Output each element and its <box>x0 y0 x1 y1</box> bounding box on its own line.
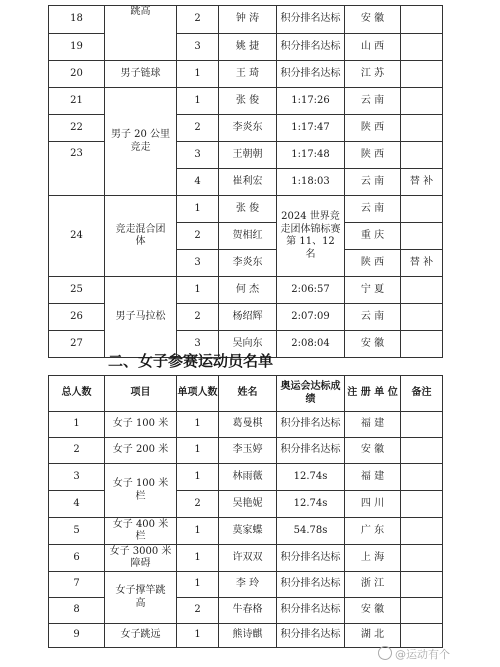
registered-unit: 山 西 <box>345 34 401 61</box>
athlete-name: 吴艳妮 <box>219 491 277 518</box>
table-row <box>49 196 443 223</box>
registered-unit: 云 南 <box>345 304 401 331</box>
athlete-name: 张 俊 <box>219 196 277 223</box>
event-count: 4 <box>177 169 219 196</box>
table-row <box>49 412 443 438</box>
event-cell: 女子跳远 <box>105 624 177 648</box>
event-count: 1 <box>177 88 219 115</box>
athlete-name: 莫家蝶 <box>219 518 277 545</box>
event-count: 1 <box>177 624 219 648</box>
remark <box>401 412 443 438</box>
registered-unit: 陕 西 <box>345 115 401 142</box>
row-index: 26 <box>49 304 105 331</box>
row-index: 9 <box>49 624 105 648</box>
event-count: 3 <box>177 250 219 277</box>
remark <box>401 223 443 250</box>
registered-unit: 陕 西 <box>345 142 401 169</box>
event-cell: 女子 100 米 <box>105 412 177 438</box>
registered-unit: 安 徽 <box>345 598 401 624</box>
remark: 替 补 <box>401 250 443 277</box>
event-cell: 女子 100 米栏 <box>105 464 177 518</box>
event-count: 1 <box>177 572 219 598</box>
athlete-name: 何 杰 <box>219 277 277 304</box>
event-count: 3 <box>177 142 219 169</box>
athlete-name: 李玉婷 <box>219 438 277 464</box>
registered-unit: 安 徽 <box>345 331 401 358</box>
event-count: 1 <box>177 464 219 491</box>
qualifying-result: 积分排名达标 <box>277 61 345 88</box>
remark <box>401 34 443 61</box>
women-athletes-table <box>48 375 443 648</box>
row-index: 2 <box>49 438 105 464</box>
event-count: 1 <box>177 438 219 464</box>
row-index: 1 <box>49 412 105 438</box>
qualifying-result: 2024 世界竞走团体锦标赛第 11、12 名 <box>277 196 345 277</box>
qualifying-result: 1:17:48 <box>277 142 345 169</box>
header-event-count: 单项人数 <box>177 376 219 412</box>
men-athletes-table-continued <box>48 5 443 358</box>
qualifying-result: 12.74s <box>277 464 345 491</box>
registered-unit: 浙 江 <box>345 572 401 598</box>
event-cell: 女子 3000 米障碍 <box>105 545 177 572</box>
row-index: 5 <box>49 518 105 545</box>
table-row <box>49 624 443 648</box>
event-count: 1 <box>177 277 219 304</box>
registered-unit: 云 南 <box>345 169 401 196</box>
qualifying-result: 积分排名达标 <box>277 438 345 464</box>
row-index: 21 <box>49 88 105 115</box>
event-cell: 跳高 <box>105 6 177 61</box>
remark <box>401 304 443 331</box>
row-index: 20 <box>49 61 105 88</box>
athlete-name: 李炎东 <box>219 115 277 142</box>
row-index: 25 <box>49 277 105 304</box>
table-row <box>49 6 443 34</box>
row-index: 22 <box>49 115 105 142</box>
qualifying-result: 2:07:09 <box>277 304 345 331</box>
qualifying-result: 积分排名达标 <box>277 34 345 61</box>
event-count: 1 <box>177 518 219 545</box>
header-registered-unit: 注 册 单 位 <box>345 376 401 412</box>
athlete-name: 李炎东 <box>219 250 277 277</box>
table-row <box>49 88 443 115</box>
athlete-name: 崔利宏 <box>219 169 277 196</box>
registered-unit: 广 东 <box>345 518 401 545</box>
athlete-name: 熊诗麒 <box>219 624 277 648</box>
qualifying-result: 积分排名达标 <box>277 412 345 438</box>
qualifying-result: 积分排名达标 <box>277 624 345 648</box>
remark <box>401 6 443 34</box>
event-count: 3 <box>177 331 219 358</box>
event-count: 1 <box>177 412 219 438</box>
row-index: 27 <box>49 331 105 358</box>
event-count: 1 <box>177 196 219 223</box>
registered-unit: 湖 北 <box>345 624 401 648</box>
table-row <box>49 572 443 598</box>
row-index: 18 <box>49 6 105 34</box>
registered-unit: 福 建 <box>345 464 401 491</box>
athlete-name: 许双双 <box>219 545 277 572</box>
athlete-name: 李 玲 <box>219 572 277 598</box>
remark <box>401 277 443 304</box>
qualifying-result: 2:06:57 <box>277 277 345 304</box>
athlete-name: 姚 捷 <box>219 34 277 61</box>
qualifying-result: 1:18:03 <box>277 169 345 196</box>
event-cell: 男子 20 公里竞走 <box>105 88 177 196</box>
athlete-name: 吴向东 <box>219 331 277 358</box>
qualifying-result: 12.74s <box>277 491 345 518</box>
qualifying-result: 积分排名达标 <box>277 572 345 598</box>
athlete-name: 张 俊 <box>219 88 277 115</box>
remark <box>401 572 443 598</box>
qualifying-result: 积分排名达标 <box>277 598 345 624</box>
event-count: 2 <box>177 115 219 142</box>
header-name: 姓名 <box>219 376 277 412</box>
remark <box>401 331 443 358</box>
event-count: 2 <box>177 491 219 518</box>
table-row <box>49 277 443 304</box>
row-index: 3 <box>49 464 105 491</box>
registered-unit: 江 苏 <box>345 61 401 88</box>
event-count: 2 <box>177 6 219 34</box>
qualifying-result: 2:08:04 <box>277 331 345 358</box>
athlete-name: 钟 涛 <box>219 6 277 34</box>
qualifying-result: 积分排名达标 <box>277 6 345 34</box>
section-title: 二、女子参赛运动员名单 <box>108 352 274 370</box>
table-row <box>49 545 443 572</box>
event-cell: 男子马拉松 <box>105 277 177 358</box>
row-index: 6 <box>49 545 105 572</box>
row-index: 24 <box>49 196 105 277</box>
row-index: 8 <box>49 598 105 624</box>
event-cell: 男子链球 <box>105 61 177 88</box>
registered-unit: 云 南 <box>345 196 401 223</box>
athlete-name: 林雨薇 <box>219 464 277 491</box>
athlete-name: 牛春格 <box>219 598 277 624</box>
row-index: 23 <box>49 142 105 196</box>
remark <box>401 115 443 142</box>
event-cell: 女子 400 米栏 <box>105 518 177 545</box>
event-count: 1 <box>177 61 219 88</box>
remark <box>401 518 443 545</box>
remark <box>401 196 443 223</box>
header-total: 总人数 <box>49 376 105 412</box>
table-row <box>49 61 443 88</box>
weibo-logo-icon <box>378 646 392 660</box>
registered-unit: 福 建 <box>345 412 401 438</box>
registered-unit: 陕 西 <box>345 250 401 277</box>
event-count: 2 <box>177 598 219 624</box>
remark <box>401 598 443 624</box>
header-event: 项目 <box>105 376 177 412</box>
registered-unit: 云 南 <box>345 88 401 115</box>
athlete-name: 王 琦 <box>219 61 277 88</box>
qualifying-result: 1:17:26 <box>277 88 345 115</box>
event-cell: 女子 200 米 <box>105 438 177 464</box>
athlete-name: 葛曼棋 <box>219 412 277 438</box>
table-row <box>49 518 443 545</box>
registered-unit: 宁 夏 <box>345 277 401 304</box>
event-count: 3 <box>177 34 219 61</box>
registered-unit: 四 川 <box>345 491 401 518</box>
registered-unit: 安 徽 <box>345 6 401 34</box>
header-row <box>49 376 443 412</box>
remark <box>401 491 443 518</box>
qualifying-result: 54.78s <box>277 518 345 545</box>
remark <box>401 624 443 648</box>
registered-unit: 上 海 <box>345 545 401 572</box>
row-index: 4 <box>49 491 105 518</box>
watermark-text: @运动有个 <box>395 648 450 661</box>
remark <box>401 88 443 115</box>
event-count: 1 <box>177 545 219 572</box>
registered-unit: 重 庆 <box>345 223 401 250</box>
remark: 替 补 <box>401 169 443 196</box>
registered-unit: 安 徽 <box>345 438 401 464</box>
qualifying-result: 积分排名达标 <box>277 545 345 572</box>
watermark <box>378 646 450 662</box>
remark <box>401 545 443 572</box>
athlete-name: 杨绍辉 <box>219 304 277 331</box>
athlete-name: 贺相红 <box>219 223 277 250</box>
table-row <box>49 438 443 464</box>
event-cell: 竞走混合团体 <box>105 196 177 277</box>
header-qualifying-result: 奥运会达标成绩 <box>277 376 345 412</box>
remark <box>401 464 443 491</box>
remark <box>401 438 443 464</box>
event-cell: 女子撑竿跳高 <box>105 572 177 624</box>
event-count: 2 <box>177 304 219 331</box>
remark <box>401 61 443 88</box>
row-index: 19 <box>49 34 105 61</box>
event-count: 2 <box>177 223 219 250</box>
qualifying-result: 1:17:47 <box>277 115 345 142</box>
table-row <box>49 464 443 491</box>
remark <box>401 142 443 169</box>
athlete-name: 王朝朝 <box>219 142 277 169</box>
row-index: 7 <box>49 572 105 598</box>
header-remark: 备注 <box>401 376 443 412</box>
